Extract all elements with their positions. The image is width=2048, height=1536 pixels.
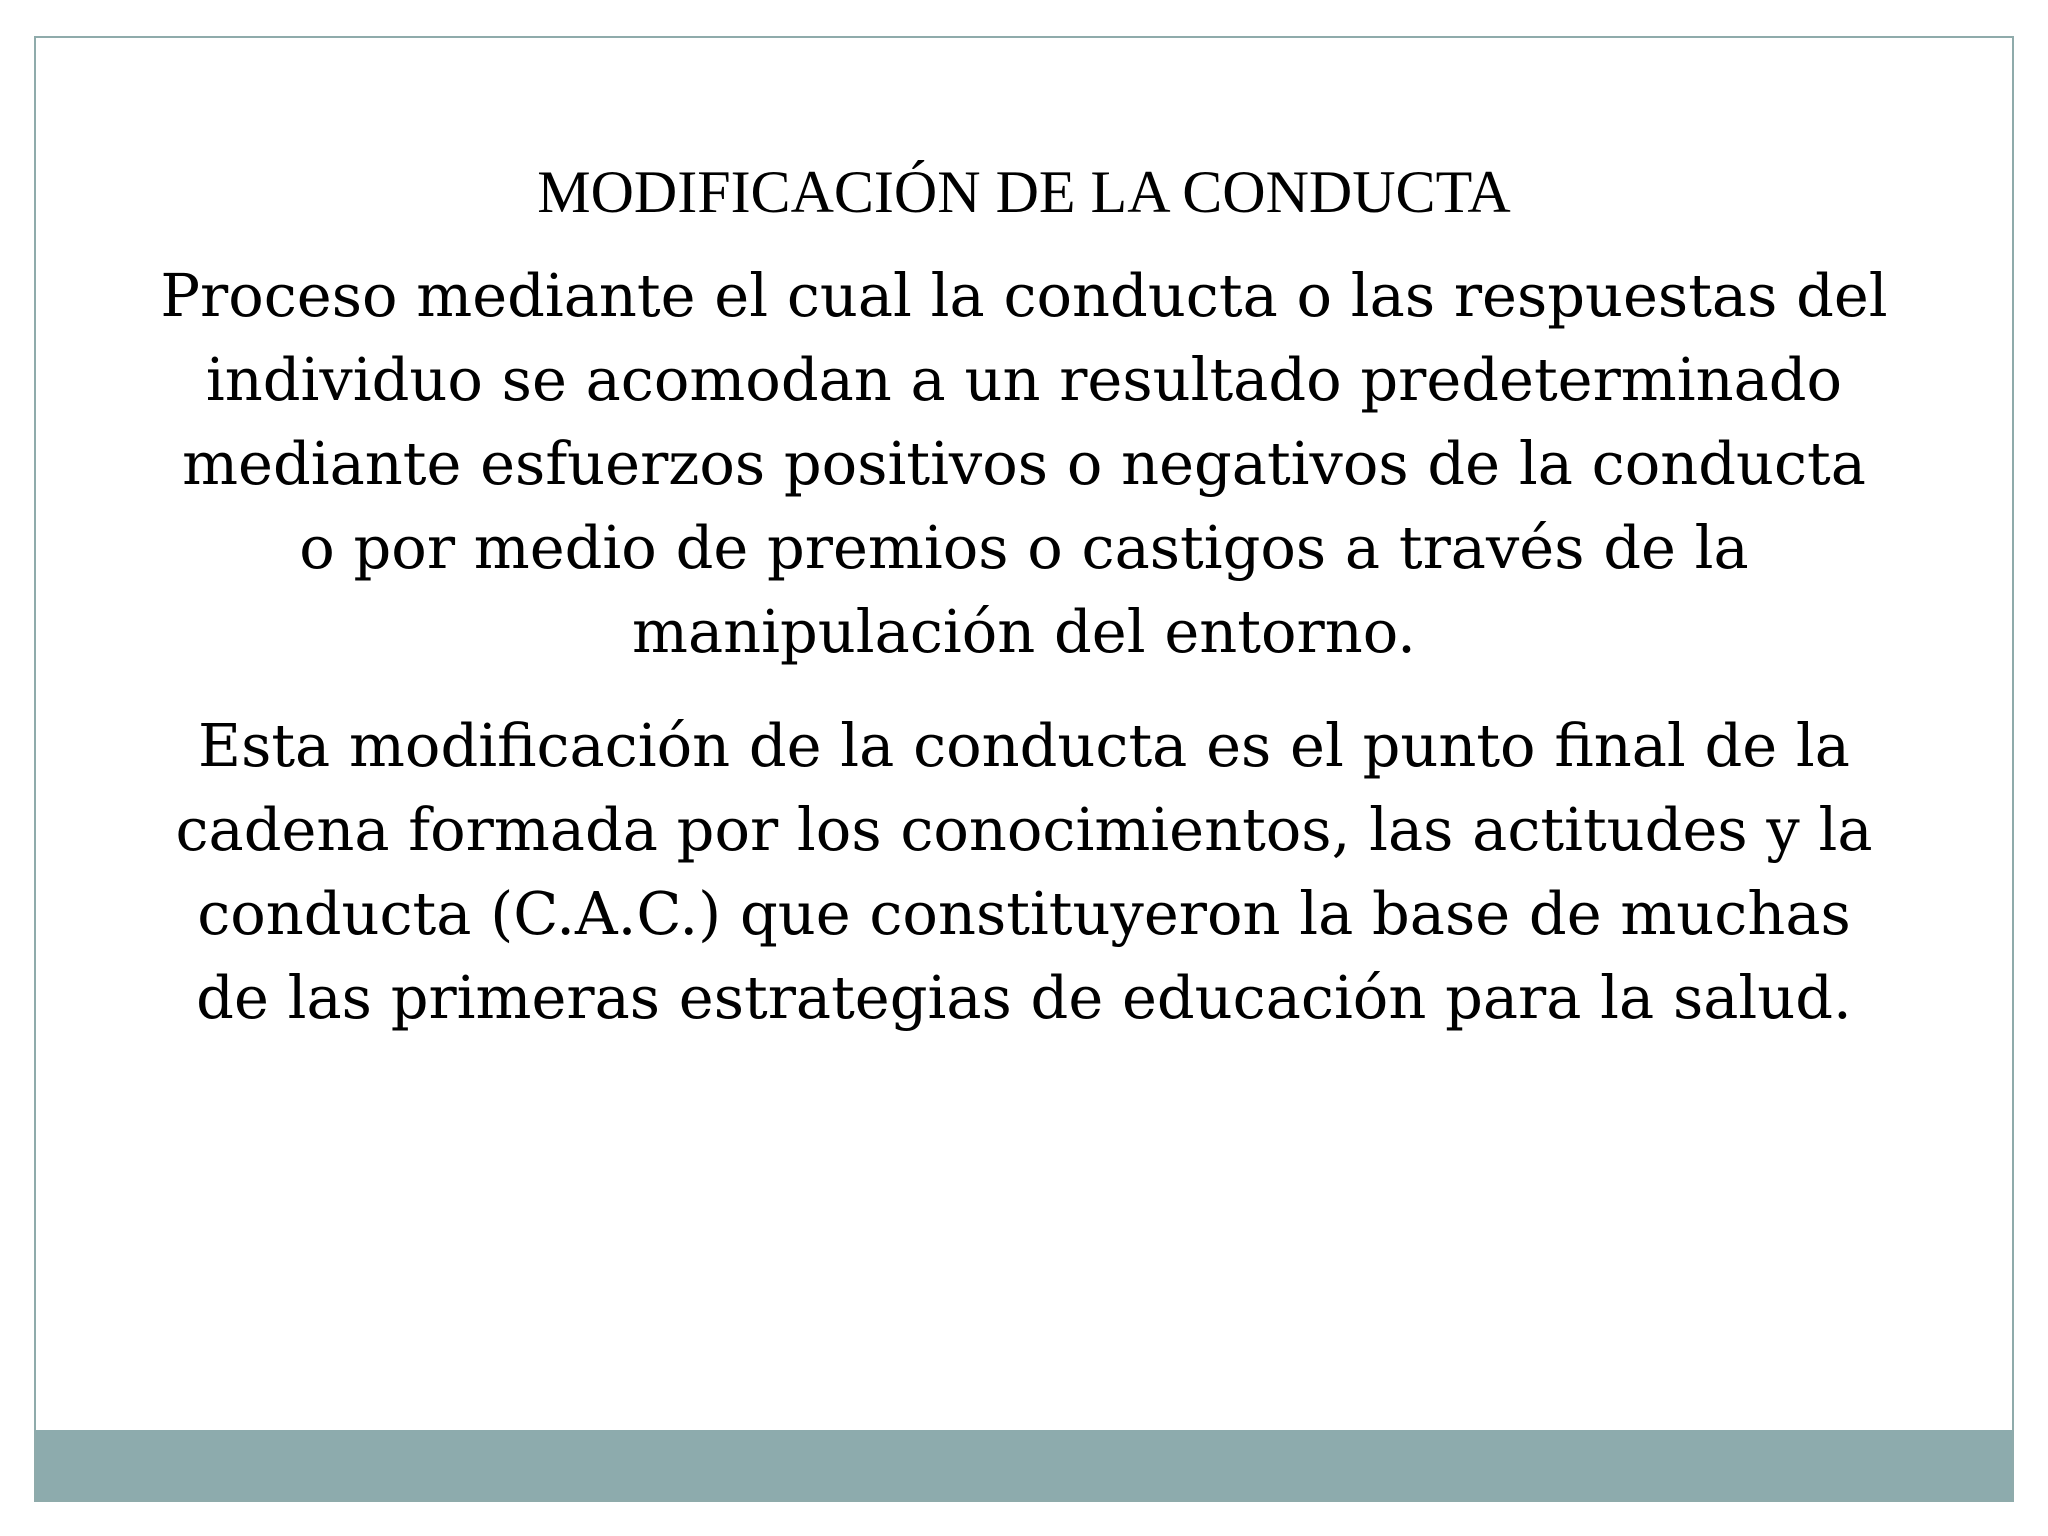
paragraph-definition: Proceso mediante el cual la conducta o las respuestas del individuo se acomodan a un resultado predeterminado mediante esfuerzos positivos o negativos de la conducta o por medio de premios o castigos a través de la manipulación del entorno. (160, 261, 1888, 666)
slide-title: MODIFICACIÓN DE LA CONDUCTA (537, 159, 1511, 225)
footer-band (36, 1430, 2012, 1500)
slide-content (156, 156, 1892, 1070)
slide-frame (34, 36, 2014, 1502)
paragraph-cac: Esta modificación de la conducta es el punto final de la cadena formada por los conocimientos, las actitudes y la conducta (C.A.C.) que constituyeron la base de muchas de las primeras estrategias de educación para la salud. (175, 711, 1873, 1032)
